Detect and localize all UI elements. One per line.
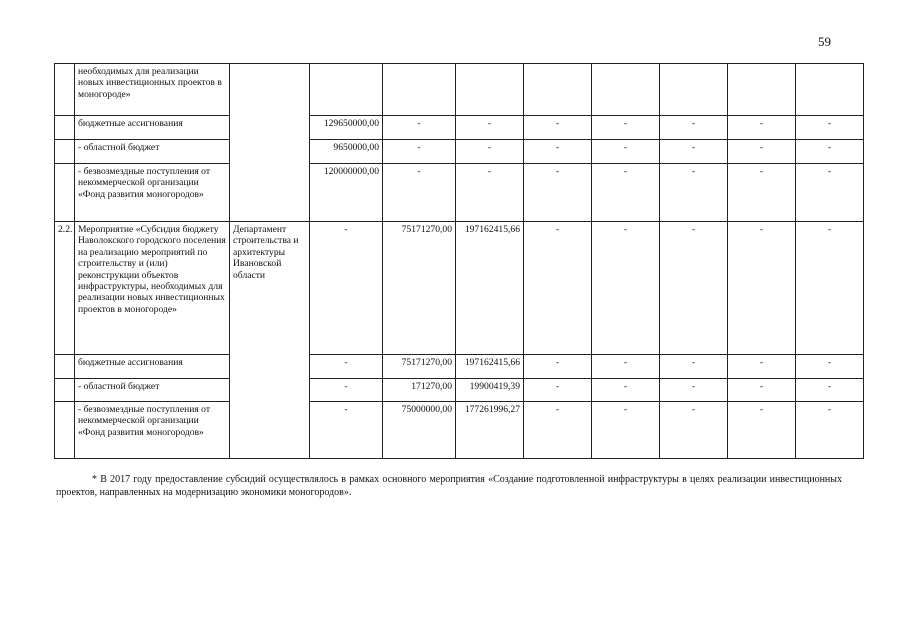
- row-number: [55, 64, 75, 116]
- row-responsible: Департамент строительства и архитектуры Ивановской области: [230, 222, 310, 459]
- value-cell: -: [796, 222, 864, 355]
- row-description: - безвозмездные поступления от некоммерческой организации «Фонд развития моногородов»: [75, 402, 230, 459]
- row-description: бюджетные ассигнования: [75, 116, 230, 140]
- value-cell: -: [310, 402, 383, 459]
- table-row: [55, 355, 864, 379]
- row-responsible: [230, 64, 310, 222]
- value-cell: -: [796, 140, 864, 164]
- value-cell: -: [728, 379, 796, 402]
- table-row: [55, 402, 864, 459]
- table-row: [55, 222, 864, 355]
- value-cell: -: [796, 402, 864, 459]
- value-cell: -: [728, 164, 796, 222]
- table-row: [55, 379, 864, 402]
- value-cell: -: [728, 402, 796, 459]
- row-description: бюджетные ассигнования: [75, 355, 230, 379]
- row-number: [55, 164, 75, 222]
- value-cell: -: [524, 222, 592, 355]
- value-cell: [796, 64, 864, 116]
- row-description: - областной бюджет: [75, 379, 230, 402]
- table-row: [55, 116, 864, 140]
- row-description: - областной бюджет: [75, 140, 230, 164]
- value-cell: -: [592, 140, 660, 164]
- table-row: [55, 64, 864, 116]
- value-cell: [383, 64, 456, 116]
- value-cell: -: [524, 140, 592, 164]
- value-cell: -: [660, 116, 728, 140]
- value-cell: -: [796, 379, 864, 402]
- value-cell: -: [660, 222, 728, 355]
- value-cell: -: [524, 379, 592, 402]
- value-cell: -: [524, 355, 592, 379]
- value-cell: -: [383, 164, 456, 222]
- budget-table: [54, 63, 864, 459]
- row-description: - безвозмездные поступления от некоммерческой организации «Фонд развития моногородов»: [75, 164, 230, 222]
- value-cell: -: [660, 140, 728, 164]
- value-cell: -: [592, 355, 660, 379]
- value-cell: -: [660, 355, 728, 379]
- table-row: [55, 164, 864, 222]
- row-number: [55, 402, 75, 459]
- value-cell: -: [456, 140, 524, 164]
- value-cell: 177261996,27: [456, 402, 524, 459]
- row-number: [55, 116, 75, 140]
- value-cell: 120000000,00: [310, 164, 383, 222]
- value-cell: -: [310, 379, 383, 402]
- value-cell: -: [592, 164, 660, 222]
- table-row: [55, 140, 864, 164]
- value-cell: [456, 64, 524, 116]
- value-cell: -: [592, 402, 660, 459]
- value-cell: -: [660, 402, 728, 459]
- value-cell: -: [456, 164, 524, 222]
- value-cell: -: [728, 116, 796, 140]
- value-cell: -: [310, 222, 383, 355]
- page-number: 59: [818, 34, 831, 49]
- value-cell: -: [592, 222, 660, 355]
- value-cell: -: [310, 355, 383, 379]
- value-cell: 75171270,00: [383, 355, 456, 379]
- value-cell: -: [728, 222, 796, 355]
- value-cell: -: [660, 379, 728, 402]
- value-cell: -: [524, 164, 592, 222]
- value-cell: -: [796, 116, 864, 140]
- value-cell: 75000000,00: [383, 402, 456, 459]
- value-cell: -: [524, 402, 592, 459]
- value-cell: -: [796, 164, 864, 222]
- value-cell: -: [383, 116, 456, 140]
- footnote: * В 2017 году предоставление субсидий осуществлялось в рамках основного мероприятия «Создание подготовленной инфраструктуры в целях реализации инвестиционных проектов, направленных на модернизацию экономики моногородов».: [56, 474, 842, 498]
- value-cell: -: [728, 355, 796, 379]
- value-cell: -: [796, 355, 864, 379]
- value-cell: -: [592, 116, 660, 140]
- value-cell: 9650000,00: [310, 140, 383, 164]
- value-cell: 197162415,66: [456, 222, 524, 355]
- value-cell: 171270,00: [383, 379, 456, 402]
- value-cell: [728, 64, 796, 116]
- value-cell: [592, 64, 660, 116]
- value-cell: -: [728, 140, 796, 164]
- value-cell: -: [592, 379, 660, 402]
- row-number: 2.2.: [55, 222, 75, 355]
- value-cell: [524, 64, 592, 116]
- row-description: Мероприятие «Субсидия бюджету Наволокского городского поселения на реализацию мероприятий по строительству и (или) реконструкции объектов инфраструктуры, необходимых для реализации новых инвестиционных проектов в моногороде»: [75, 222, 230, 355]
- value-cell: [310, 64, 383, 116]
- value-cell: 129650000,00: [310, 116, 383, 140]
- value-cell: -: [660, 164, 728, 222]
- row-number: [55, 355, 75, 379]
- value-cell: -: [524, 116, 592, 140]
- value-cell: 19900419,39: [456, 379, 524, 402]
- value-cell: 75171270,00: [383, 222, 456, 355]
- value-cell: 197162415,66: [456, 355, 524, 379]
- row-number: [55, 140, 75, 164]
- value-cell: -: [383, 140, 456, 164]
- row-description: необходимых для реализации новых инвестиционных проектов в моногороде»: [75, 64, 230, 116]
- row-number: [55, 379, 75, 402]
- value-cell: [660, 64, 728, 116]
- value-cell: -: [456, 116, 524, 140]
